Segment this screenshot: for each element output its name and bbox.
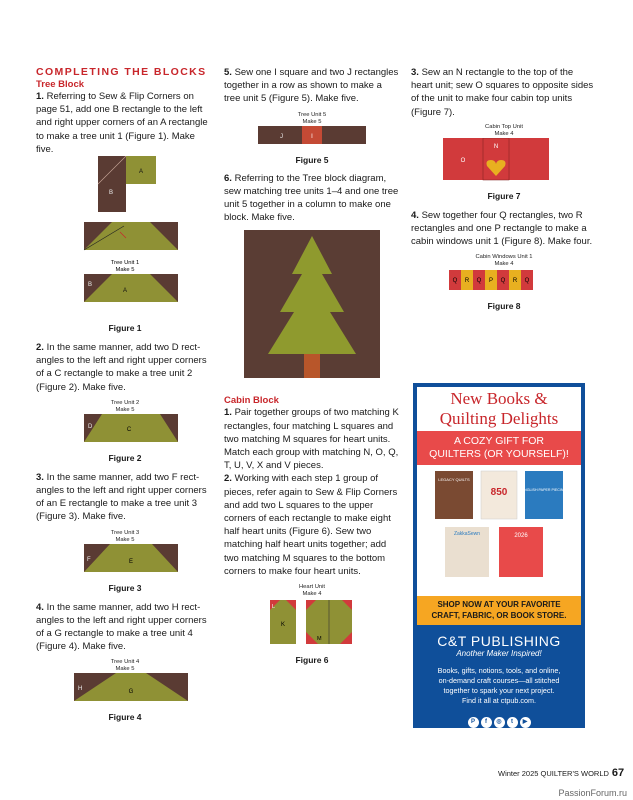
ad-gift-strip: A COZY GIFT FOR QUILTERS (OR YOURSELF)! bbox=[417, 431, 581, 465]
fig8-label: R bbox=[464, 278, 470, 285]
figure-1-caption: Figure 1 bbox=[108, 323, 142, 334]
tree-block-heading: Tree Block bbox=[36, 79, 85, 90]
fig6-label-k: K bbox=[280, 622, 286, 629]
figure-8-caption: Figure 8 bbox=[487, 301, 521, 312]
figure-6-caption: Figure 6 bbox=[295, 655, 329, 666]
fig6-label-l: L bbox=[272, 604, 276, 611]
fig4-label-g: G bbox=[128, 689, 134, 696]
page-number: 67 bbox=[611, 767, 625, 779]
fig8-label: R bbox=[512, 278, 518, 285]
figure-3-diagram bbox=[36, 544, 214, 574]
column-1 bbox=[36, 66, 214, 722]
ct-publishing-ad[interactable] bbox=[413, 383, 585, 728]
cabin-step-2: 2. Working with each step 1 group of pieces, refer again to Sew & Flip Corners and add two L squares to the upper corners of each rectangle to make eight half heart units (Figure 6). Sew two matching half heart units together; add two matching M squares to the bottom corners to make four heart units. bbox=[224, 473, 398, 577]
step-3: 3. In the same manner, add two F rect- angles to the left and right upper corners of an E rectangle to make a tree unit 3 (Figure 3). Make five. bbox=[36, 471, 207, 523]
step-6: 6. Referring to the Tree block diagram, sew matching tree units 1–4 and one tree unit 5 together in a column to make one block. Make five. bbox=[224, 172, 399, 224]
fig8-label: Q bbox=[524, 278, 530, 285]
book-title: 2026 bbox=[514, 533, 528, 539]
fig5-label-j: J bbox=[280, 133, 283, 140]
column-2 bbox=[224, 66, 400, 665]
fig1-unit-label-b: B bbox=[88, 282, 93, 289]
fig5-unit-title: Tree Unit 5 Make 5 bbox=[297, 111, 327, 125]
figure-3-caption: Figure 3 bbox=[108, 582, 142, 593]
figure-5-diagram bbox=[224, 126, 400, 146]
step-5: 5. Sew one I square and two J rectangles together in a row as shown to make a tree unit 5 (Figure 5). Make five. bbox=[224, 67, 399, 105]
page-footer bbox=[498, 767, 624, 779]
book-title: LEGACY QUILTS bbox=[438, 477, 470, 482]
fig7-label-o: O bbox=[460, 157, 466, 164]
fig1-unit-make: Make 5 bbox=[115, 267, 135, 274]
fig7-label-n: N bbox=[493, 143, 499, 150]
cabin-block-heading: Cabin Block bbox=[224, 395, 279, 407]
book-title: ENGLISH PAPER PIECING bbox=[521, 488, 567, 492]
fig1-unit-label-a: A bbox=[122, 288, 128, 295]
fig2-label-c: C bbox=[126, 426, 132, 433]
column-3 bbox=[411, 66, 597, 311]
fig4-unit-title: Tree Unit 4 Make 5 bbox=[110, 659, 140, 673]
figure-4-caption: Figure 4 bbox=[108, 712, 142, 723]
fig8-label: Q bbox=[452, 278, 458, 285]
youtube-icon[interactable]: ▶ bbox=[520, 717, 531, 728]
step-3-cabin: 3. Sew an N rectangle to the top of the heart unit; sew O squares to opposite sides of the unit to make four cabin top units (Figure 7). bbox=[411, 67, 594, 118]
fig7-unit-title: Cabin Top Unit Make 4 bbox=[485, 123, 523, 137]
fig2-unit-title: Tree Unit 2 Make 5 bbox=[110, 399, 140, 413]
social-icons bbox=[413, 710, 585, 728]
book-title: 850 bbox=[490, 487, 508, 498]
facebook-icon[interactable]: f bbox=[481, 717, 492, 728]
figure-5-caption: Figure 5 bbox=[295, 154, 329, 165]
book-title: ZakkaSewn bbox=[453, 531, 481, 537]
twitter-icon[interactable]: t bbox=[507, 717, 518, 728]
fig6-label-m: M bbox=[317, 636, 322, 643]
fig1-label-a: A bbox=[139, 169, 144, 176]
tree-block-photo bbox=[224, 230, 400, 388]
fig6-unit-title: Heart Unit Make 4 bbox=[298, 584, 326, 598]
ad-description: Books, gifts, notions, tools, and online, on-demand craft courses—all stitched together to spark your next project. Find it all at ctpub.com. bbox=[437, 666, 561, 705]
step-1: 1. Referring to Sew & Flip Corners on page 51, add one B rectangle to the left and right upper corners of an A rectangle to make a tree unit 1 (Figure 1). Make five. bbox=[36, 91, 208, 155]
figure-4-diagram bbox=[36, 673, 214, 703]
ct-tagline: Another Maker Inspired! bbox=[456, 649, 542, 658]
issue-label: Winter 2025 QUILTER'S WORLD bbox=[498, 769, 609, 778]
step-2: 2. In the same manner, add two D rect- angles to the left and right upper corners of a C rectangle to make a tree unit 2 (Figure 2). Make five. bbox=[36, 342, 207, 393]
fig1-rect-b bbox=[98, 156, 126, 212]
pinterest-icon[interactable]: P bbox=[468, 717, 479, 728]
figure-2-diagram bbox=[36, 414, 214, 444]
cabin-step-1: 1. Pair together groups of two matching K rectangles, four matching L squares and two matching M squares for heart units. Match each group with matching N, O, Q, T, U, V, X and V pieces. bbox=[224, 407, 399, 472]
figure-6-diagram bbox=[224, 598, 400, 646]
step-4-cabin: 4. Sew together four Q rectangles, two R rectangles and one P rectangle to make a cabin windows unit 1 (Figure 8). Make four. bbox=[411, 209, 593, 248]
fig8-unit-title: Cabin Windows Unit 1 Make 4 bbox=[475, 254, 533, 268]
step-4: 4. In the same manner, add two H rect- angles to the left and right upper corners of a G rectangle to make a tree unit 4 (Figure 4). Make five. bbox=[36, 601, 207, 653]
ct-brand: C&T PUBLISHING bbox=[437, 633, 561, 649]
ct-logo[interactable] bbox=[413, 633, 585, 658]
fig8-label: Q bbox=[500, 278, 506, 285]
fig1-label-b: B bbox=[109, 190, 114, 197]
fig3-label-e: E bbox=[128, 558, 134, 565]
fig8-label: P bbox=[488, 278, 494, 285]
watermark: PassionForum.ru bbox=[558, 788, 627, 798]
figure-7-diagram bbox=[411, 138, 597, 182]
fig5-label-i: I bbox=[311, 133, 313, 140]
ad-book-covers bbox=[417, 465, 581, 585]
ad-top-panel bbox=[417, 387, 581, 596]
fig2-label-d: D bbox=[88, 423, 93, 430]
instagram-icon[interactable]: ◎ bbox=[494, 717, 505, 728]
fig4-label-h: H bbox=[78, 686, 83, 693]
fig3-label-f: F bbox=[87, 556, 91, 563]
ad-shop-banner[interactable]: SHOP NOW AT YOUR FAVORITE CRAFT, FABRIC, OR BOOK STORE. bbox=[417, 596, 581, 625]
fig1-unit-title: Tree Unit 1 bbox=[110, 260, 140, 267]
section-heading: COMPLETING THE BLOCKS bbox=[36, 66, 207, 78]
figure-8-diagram bbox=[411, 268, 597, 292]
ad-title: New Books & Quilting Delights bbox=[439, 389, 559, 428]
fig3-unit-title: Tree Unit 3 Make 5 bbox=[110, 529, 140, 543]
fig8-label: Q bbox=[476, 278, 482, 285]
figure-2-caption: Figure 2 bbox=[108, 452, 142, 463]
figure-7-caption: Figure 7 bbox=[487, 190, 521, 201]
